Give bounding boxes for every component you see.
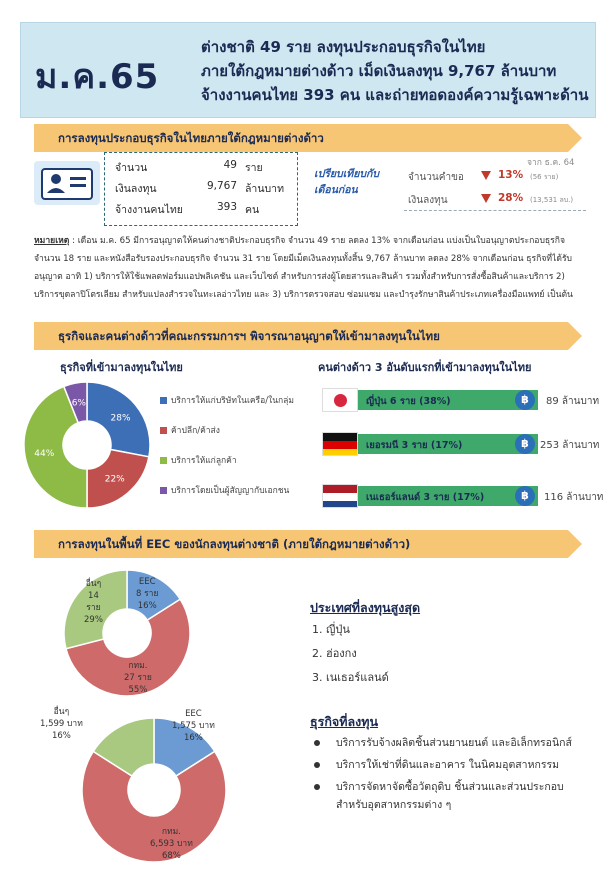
money-bag-icon: ฿ (515, 486, 535, 506)
legend-item (160, 393, 294, 407)
donut-slice-label: 6% (71, 398, 86, 409)
id-card-icon-graphic (34, 161, 100, 205)
donut-label-other (84, 578, 103, 626)
money-bag-icon: ฿ (515, 434, 535, 454)
section3-title: การลงทุนในพื้นที่ EEC ของนักลงทุนต่างชาติ (ภายใต้กฎหมายต่างด้าว) (58, 537, 411, 551)
business-subheading: ธุรกิจที่เข้ามาลงทุนในไทย (60, 361, 183, 374)
donut-label-eec (136, 576, 158, 612)
headline-line: ภายใต้กฎหมายต่างด้าว เม็ดเงินลงทุน 9,767 ล้านบาท (201, 62, 557, 80)
month-title: ม.ค.65 (35, 57, 160, 97)
legend-item (160, 483, 289, 497)
country-label: เยอรมนี 3 ราย (17%) (366, 440, 463, 451)
label-line: 6,593 บาท (150, 839, 193, 849)
flag-stripe (323, 449, 357, 456)
business-invest-title: ธุรกิจที่ลงทุน (310, 714, 379, 729)
compare-sub: (56 ราย) (530, 173, 559, 181)
business-text: บริการรับจ้างผลิตชิ้นส่วนยานยนต์ และอิเล็กทรอนิกส์ (336, 737, 572, 749)
business-donut-chart (22, 380, 152, 510)
flag-stripe (323, 485, 357, 493)
stat-unit: ล้านบาท (245, 183, 284, 195)
donut-slice-label: 44% (34, 449, 55, 460)
top-country-item: 3. เนเธอร์แลนด์ (312, 671, 389, 684)
legend-label: บริการโดยเป็นผู้สัญญากับเอกชน (171, 486, 290, 496)
business-text: บริการจัดหาจัดซื้อวัตถุดิบ ชิ้นส่วนและส่วนประกอบ สำหรับอุตสาหกรรมต่าง ๆ (336, 781, 564, 811)
label-line: 29% (84, 615, 103, 625)
legend-item (160, 423, 220, 437)
legend-swatch (160, 427, 167, 434)
business-item (314, 778, 604, 814)
business-item (314, 734, 604, 752)
label-line: 55% (128, 685, 148, 695)
legend-swatch (160, 487, 167, 494)
legend-label: บริการให้แก่ลูกค้า (171, 456, 237, 466)
label-line: กทม. (161, 827, 181, 837)
flag-stripe (323, 493, 357, 501)
section1-title: การลงทุนประกอบธุรกิจในไทยภายใต้กฎหมายต่างด้าว (58, 131, 324, 145)
country-amount: 253 ล้านบาท (540, 440, 600, 451)
country-amount: 116 ล้านบาท (544, 492, 604, 503)
stat-label: จ้างงานคนไทย (115, 204, 183, 216)
label-line: 16% (51, 731, 71, 741)
flag-stripe (323, 441, 357, 449)
legend-label: บริการให้แก่บริษัทในเครือ/ในกลุ่ม (171, 396, 294, 406)
legend-item (160, 453, 237, 467)
label-line: 16% (183, 733, 203, 743)
donut-slice-label: 22% (104, 474, 125, 485)
donut-label-other (40, 706, 83, 742)
compare-sub: (13,531 ลบ.) (530, 196, 574, 204)
label-line: EEC (185, 709, 202, 719)
flag-sun (334, 394, 347, 407)
flag-stripe (323, 501, 357, 508)
country-amount: 89 ล้านบาท (546, 396, 600, 407)
stat-unit: คน (245, 204, 260, 216)
top-country-item: 1. ญี่ปุ่น (312, 623, 350, 636)
top-countries-title: ประเทศที่ลงทุนสูงสุด (310, 600, 421, 615)
japan-flag-icon (322, 388, 358, 412)
country-row-netherlands (322, 484, 516, 508)
label-line: 16% (137, 601, 157, 611)
header-banner (20, 22, 596, 118)
label-line: 1,599 บาท (40, 719, 83, 729)
compare-divider (404, 210, 586, 211)
stat-label: เงินลงทุน (115, 183, 157, 195)
bullet-icon (314, 762, 320, 768)
id-card-icon (34, 161, 100, 205)
label-line: กทม. (128, 661, 148, 671)
legend-swatch (160, 397, 167, 404)
country-bar (358, 434, 538, 454)
label-line: 14 (88, 591, 99, 601)
compare-label: จำนวนคำขอ (408, 172, 464, 183)
stat-value: 393 (216, 201, 237, 213)
headline-line: จ้างงานคนไทย 393 คน และถ่ายทอดองค์ความรู้เฉพาะด้าน (201, 86, 589, 104)
stat-label: จำนวน (115, 162, 148, 174)
donut-slice-label: 28% (110, 413, 131, 424)
flag-stripe (323, 433, 357, 441)
section2-band (34, 322, 582, 350)
donut-label-eec (172, 708, 215, 744)
headline-line: ต่างชาติ 49 ราย ลงทุนประกอบธุรกิจในไทย (201, 38, 486, 56)
compare-label: เงินลงทุน (408, 195, 448, 206)
country-row-japan (322, 388, 516, 412)
label-line: 68% (161, 851, 181, 861)
country-label: เนเธอร์แลนด์ 3 ราย (17%) (366, 492, 485, 503)
stat-unit: ราย (245, 162, 263, 174)
legend-swatch (160, 457, 167, 464)
country-bar (358, 486, 538, 506)
label-line: EEC (138, 577, 156, 587)
compare-title: เปรียบเทียบกับเดือนก่อน (314, 168, 380, 196)
compare-percent: 13% (498, 169, 524, 181)
label-line: อื่นๆ (85, 579, 102, 589)
remark-key: หมายเหตุ (34, 236, 70, 246)
donut-label-bkk (150, 826, 193, 862)
remark-paragraph (34, 232, 586, 304)
label-line: ราย (86, 603, 101, 613)
donut-label-bkk (124, 660, 152, 696)
compare-percent: 28% (498, 192, 524, 204)
section3-band (34, 530, 582, 558)
remark-text: : เดือน ม.ค. 65 มีการอนุญาตให้คนต่างชาติประกอบธุรกิจ จำนวน 49 ราย ลดลง 13% จากเดือนก่อน แบ่งเป็นใบอนุญาตประกอบธุรกิจ จำนวน 18 ราย และหนังสือรับรองประกอบธุรกิจ จำนวน 31 ราย โดยมีเม็ดเงินลงทุนทั้งสิ้น 9,767 ล้านบาท ลดลง 28% จากเดือนก่อน ธุรกิจที่ได้รับอนุญาต อาทิ 1) บริการให้ใช้แพลตฟอร์มแอปพลิเคชัน และเว็บไซต์ สำหรับการส่งผู้โดยสารและสินค้า รวมทั้งสำหรับการสั่งซื้อสินค้าและบริการ 2) บริการขุดลาปิโตรเลียม สำหรับแปลงสำรวจในทะเลอ่าวไทย และ 3) บริการตรวจสอบ ซ่อมแซม และบำรุงรักษาสินค้าประเภทเครื่องมือแพทย์ เป็นต้น (34, 236, 573, 300)
business-item (314, 756, 604, 774)
arrow-down-icon (481, 194, 491, 203)
bullet-icon (314, 740, 320, 746)
label-line: 8 ราย (136, 589, 159, 599)
section2-title: ธุรกิจและคนต่างด้าวที่คณะกรรมการฯ พิจารณาอนุญาตให้เข้ามาลงทุนในไทย (58, 329, 440, 343)
money-bag-icon: ฿ (515, 390, 535, 410)
country-bar (358, 390, 538, 410)
label-line: 1,575 บาท (172, 721, 215, 731)
countries-subheading: คนต่างด้าว 3 อันดับแรกที่เข้ามาลงทุนในไทย (318, 361, 532, 374)
section1-band (34, 124, 582, 152)
arrow-down-icon (481, 171, 491, 180)
stat-value: 49 (223, 159, 237, 171)
headline (201, 35, 591, 107)
label-line: อื่นๆ (53, 707, 70, 717)
top-country-item: 2. ฮ่องกง (312, 647, 357, 660)
stats-box (104, 152, 298, 226)
legend-label: ค้าปลีก/ค้าส่ง (171, 426, 220, 436)
netherlands-flag-icon (322, 484, 358, 508)
compare-reference: จาก ธ.ค. 64 (527, 158, 575, 168)
country-label: ญี่ปุ่น 6 ราย (38%) (366, 396, 451, 407)
business-text: บริการให้เช่าที่ดินและอาคาร ในนิคมอุตสาหกรรม (336, 759, 560, 771)
stat-value: 9,767 (206, 180, 237, 192)
bullet-icon (314, 784, 320, 790)
country-row-germany (322, 432, 516, 456)
germany-flag-icon (322, 432, 358, 456)
label-line: 27 ราย (124, 673, 152, 683)
